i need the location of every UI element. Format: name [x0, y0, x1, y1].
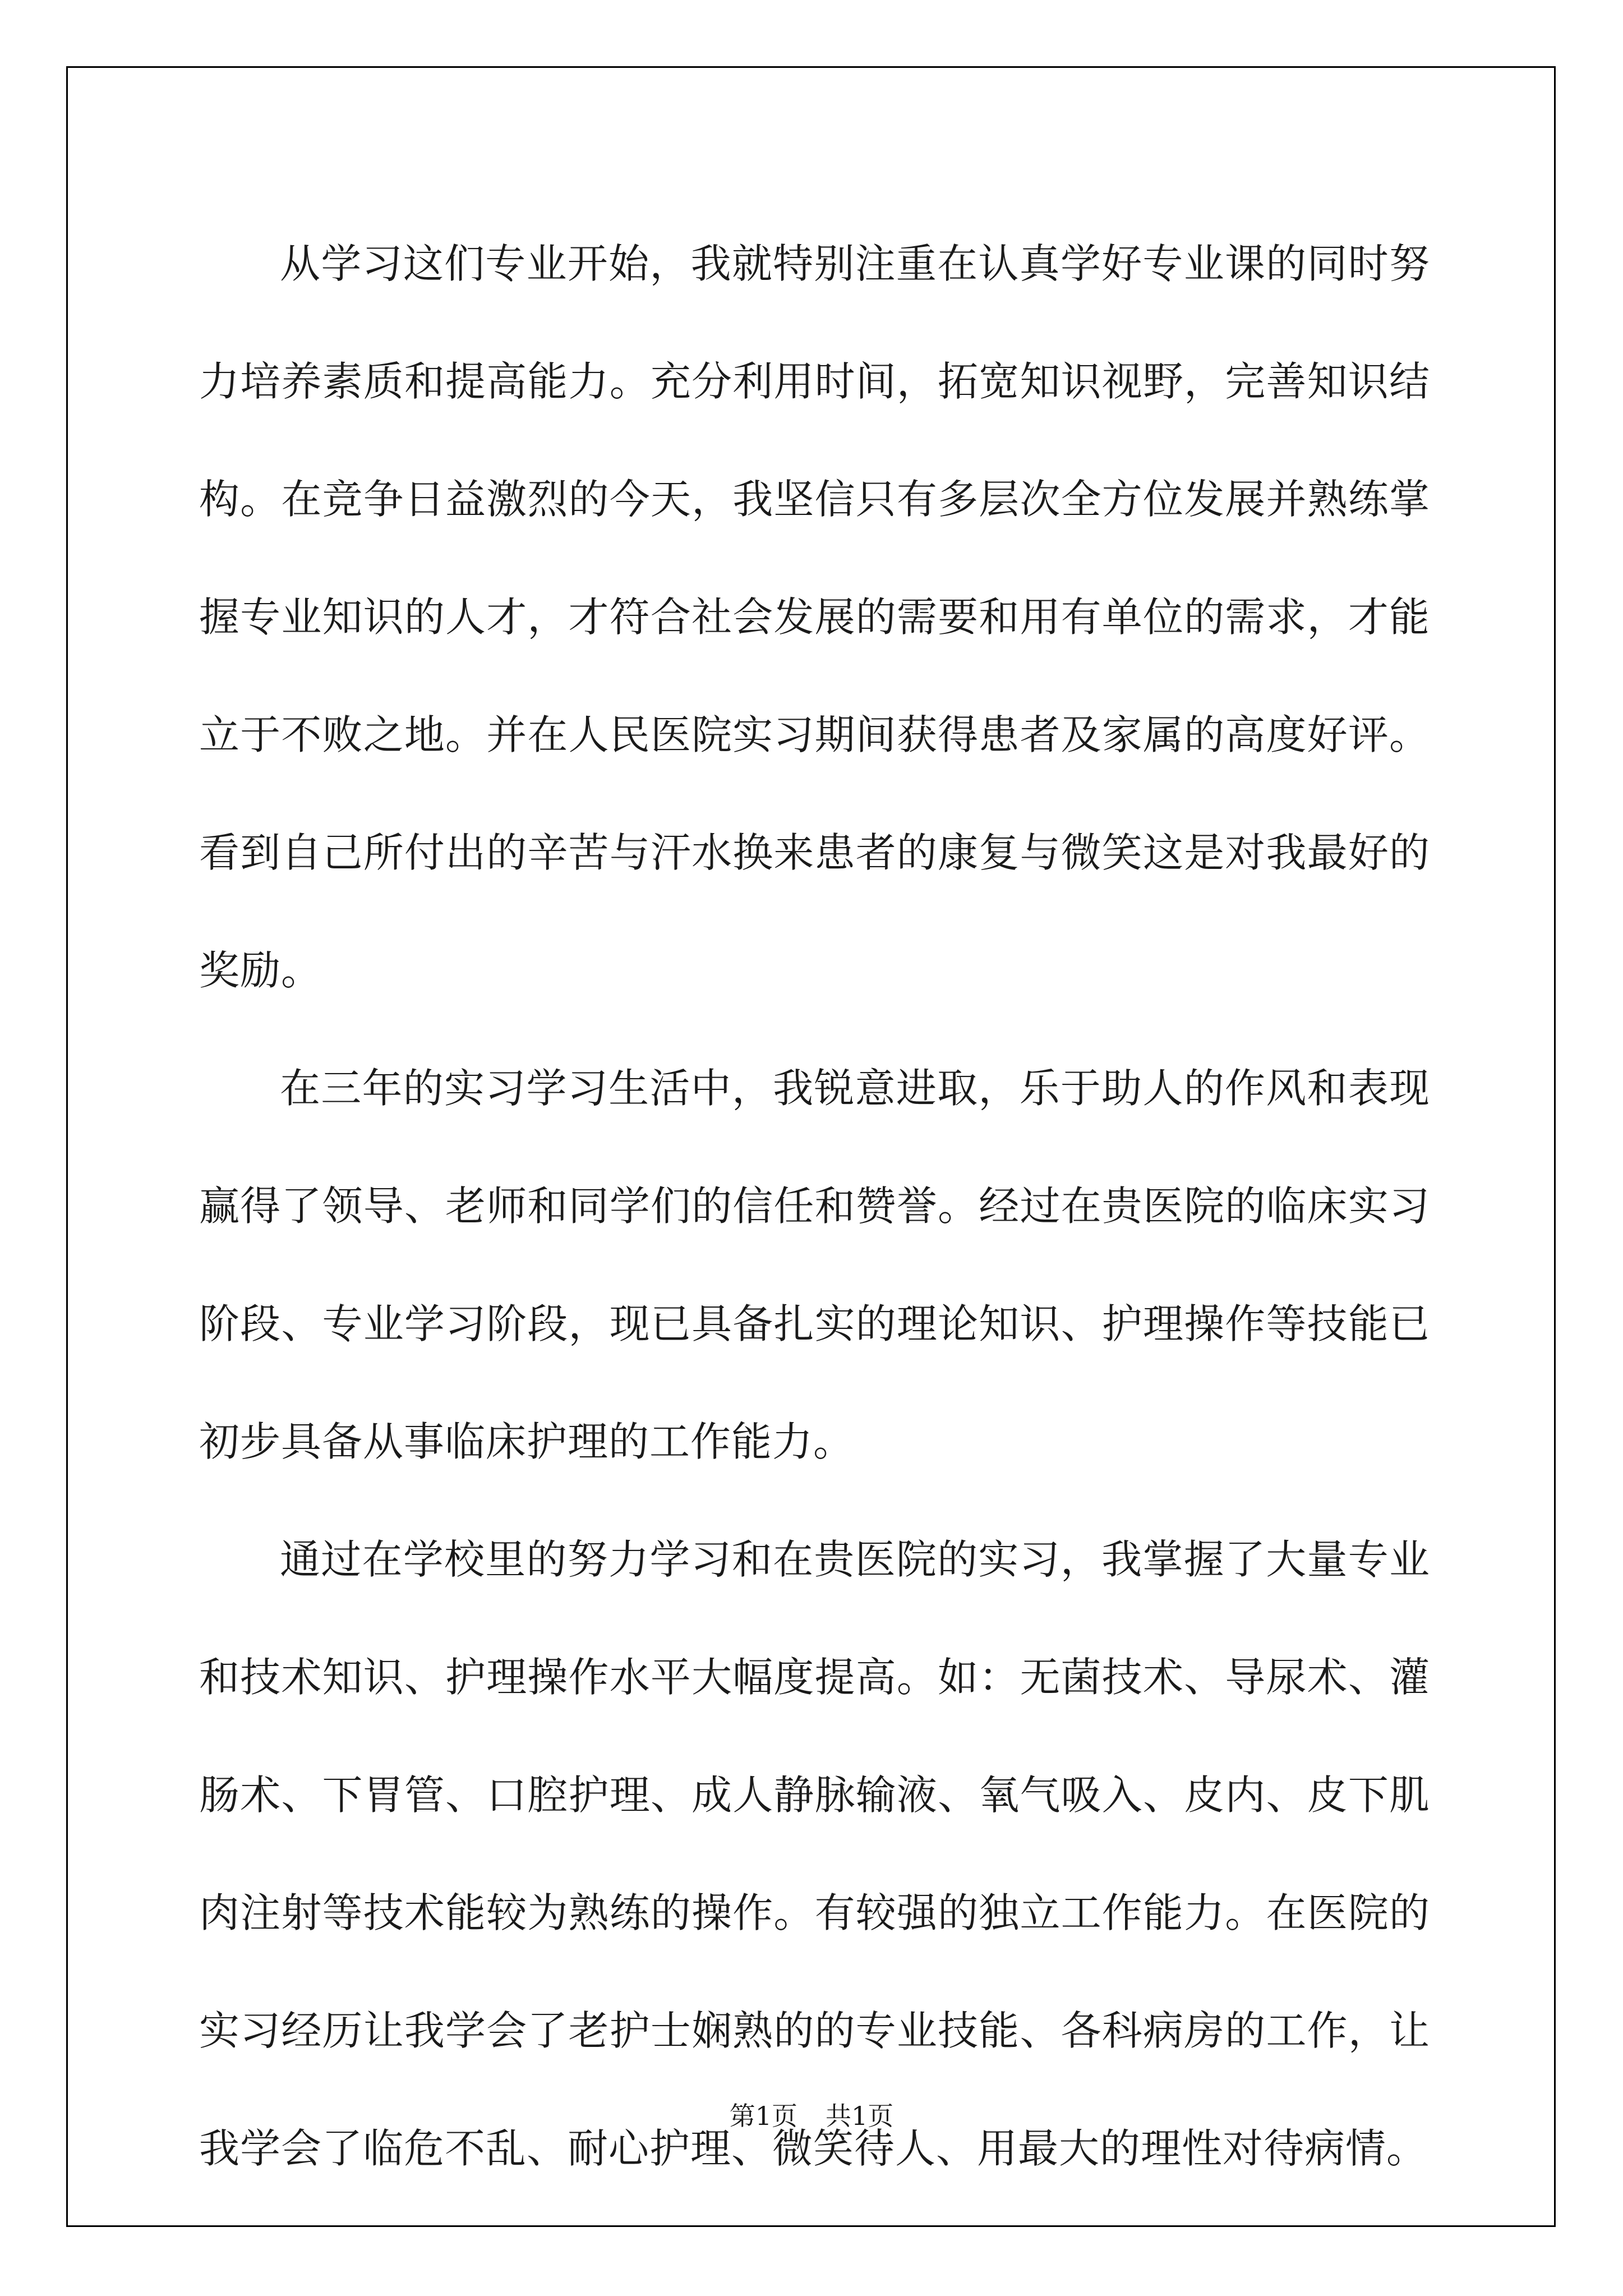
document-body: [199, 205, 1430, 2207]
page-number: 第1页: [729, 2101, 797, 2131]
paragraph-1: 从学习这们专业开始，我就特别注重在认真学好专业课的同时努力培养素质和提高能力。充分利用时间，拓宽知识视野，完善知识结构。在竞争日益激烈的今天，我坚信只有多层次全方位发展并熟练掌握专业知识的人才，才符合社会发展的需要和用有单位的需求，才能立于不败之地。并在人民医院实习期间获得患者及家属的高度好评。看到自己所付出的辛苦与汗水换来患者的康复与微笑这是对我最好的奖励。: [199, 240, 1430, 994]
paragraph-3: 通过在学校里的努力学习和在贵医院的实习，我掌握了大量专业和技术知识、护理操作水平大幅度提高。如：无菌技术、导尿术、灌肠术、下胃管、口腔护理、成人静脉输液、氧气吸入、皮内、皮下肌肉注射等技术能较为熟练的操作。有较强的独立工作能力。在医院的实习经历让我学会了老护士娴熟的的专业技能、各科病房的工作，让我学会了临危不乱、耐心护理、微笑待人、用最大的理性对待病情。: [199, 1536, 1430, 2172]
paragraph-2: 在三年的实习学习生活中，我锐意进取，乐于助人的作风和表现赢得了领导、老师和同学们的信任和赞誉。经过在贵医院的临床实习阶段、专业学习阶段，现已具备扎实的理论知识、护理操作等技能已初步具备从事临床护理的工作能力。: [199, 1065, 1430, 1465]
page-footer: [0, 2096, 1623, 2133]
page-total: 共1页: [826, 2101, 894, 2131]
